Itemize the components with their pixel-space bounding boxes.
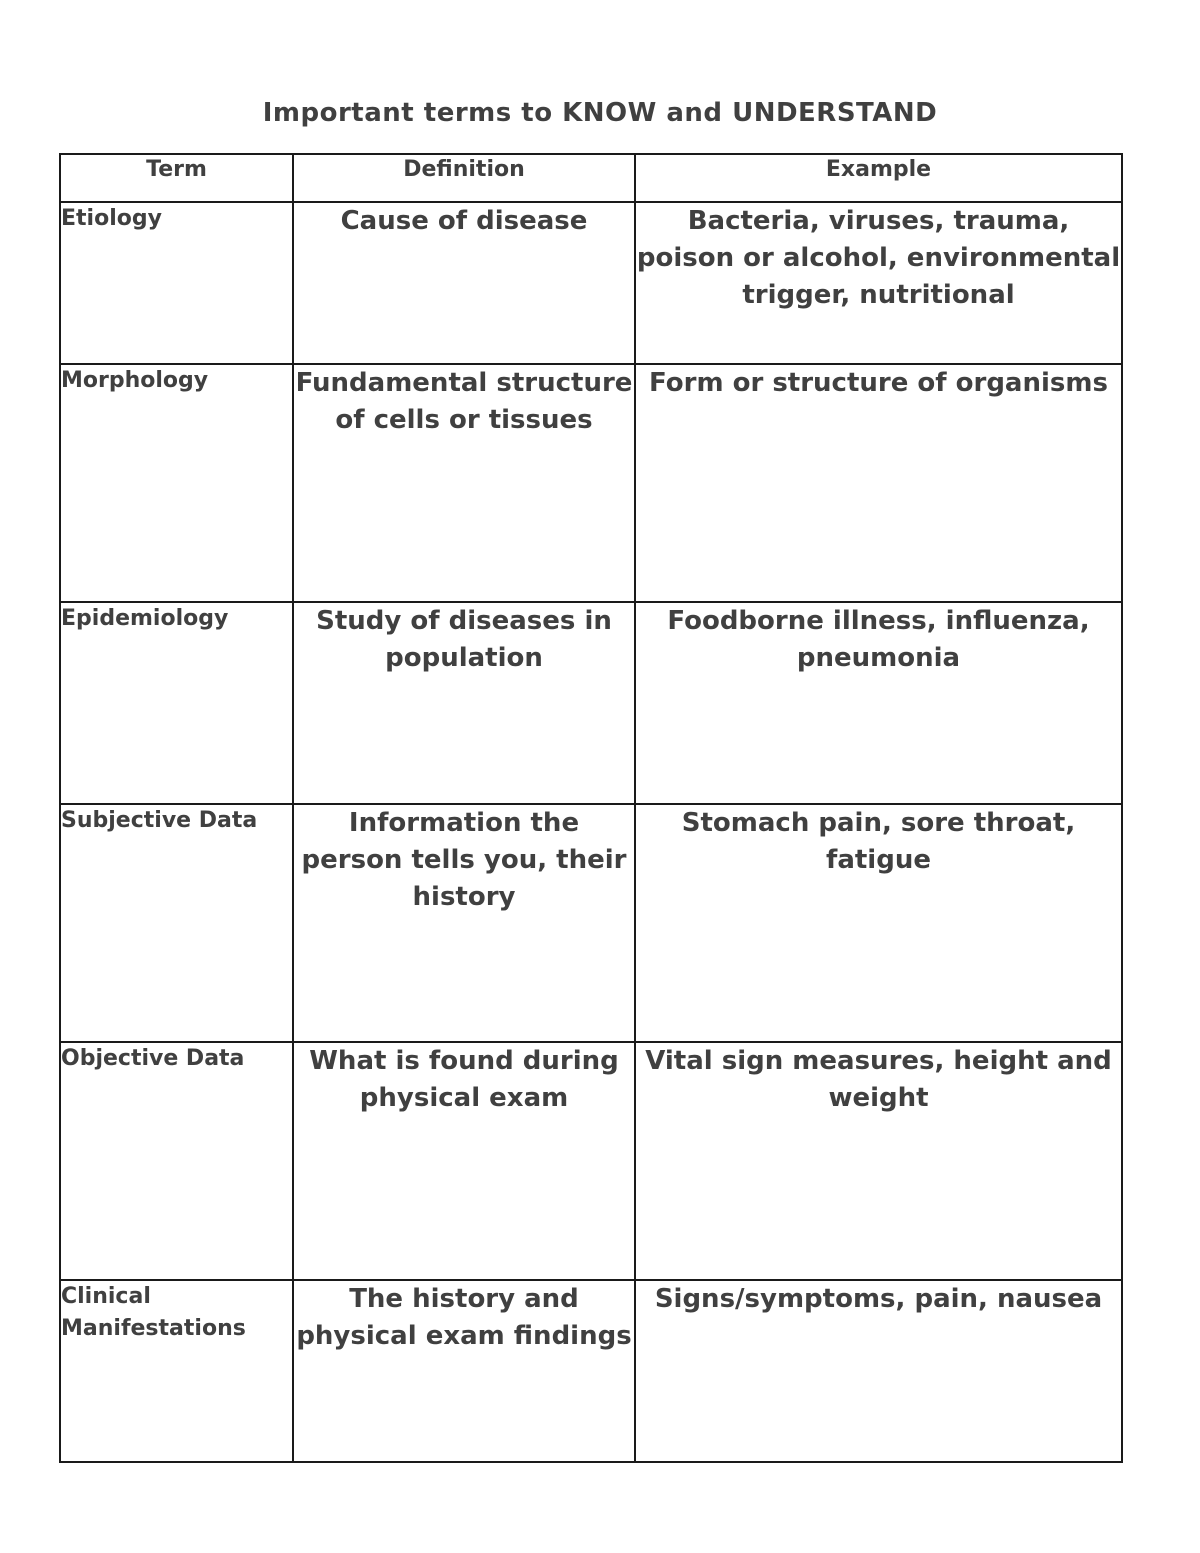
column-header-example: Example	[635, 154, 1122, 202]
term-cell: Clinical Manifestations	[60, 1280, 293, 1462]
definition-cell: Fundamental structure of cells or tissues	[293, 364, 635, 602]
table-header-row	[60, 154, 1122, 202]
column-header-term: Term	[60, 154, 293, 202]
term-cell: Epidemiology	[60, 602, 293, 804]
example-cell: Vital sign measures, height and weight	[635, 1042, 1122, 1280]
table-row	[60, 1280, 1122, 1462]
definition-cell: The history and physical exam findings	[293, 1280, 635, 1462]
definition-cell: Information the person tells you, their history	[293, 804, 635, 1042]
definition-cell: What is found during physical exam	[293, 1042, 635, 1280]
table-row	[60, 364, 1122, 602]
term-cell: Subjective Data	[60, 804, 293, 1042]
term-cell: Etiology	[60, 202, 293, 364]
definition-cell: Study of diseases in population	[293, 602, 635, 804]
table-row	[60, 202, 1122, 364]
example-cell: Stomach pain, sore throat, fatigue	[635, 804, 1122, 1042]
term-cell: Morphology	[60, 364, 293, 602]
column-header-definition: Definition	[293, 154, 635, 202]
table-row	[60, 1042, 1122, 1280]
terms-table	[59, 153, 1123, 1463]
example-cell: Foodborne illness, influenza, pneumonia	[635, 602, 1122, 804]
term-cell: Objective Data	[60, 1042, 293, 1280]
table-row	[60, 602, 1122, 804]
example-cell: Signs/symptoms, pain, nausea	[635, 1280, 1122, 1462]
definition-cell: Cause of disease	[293, 202, 635, 364]
page-title: Important terms to KNOW and UNDERSTAND	[262, 98, 938, 128]
table-row	[60, 804, 1122, 1042]
example-cell: Form or structure of organisms	[635, 364, 1122, 602]
example-cell: Bacteria, viruses, trauma, poison or alcohol, environmental trigger, nutritional	[635, 202, 1122, 364]
